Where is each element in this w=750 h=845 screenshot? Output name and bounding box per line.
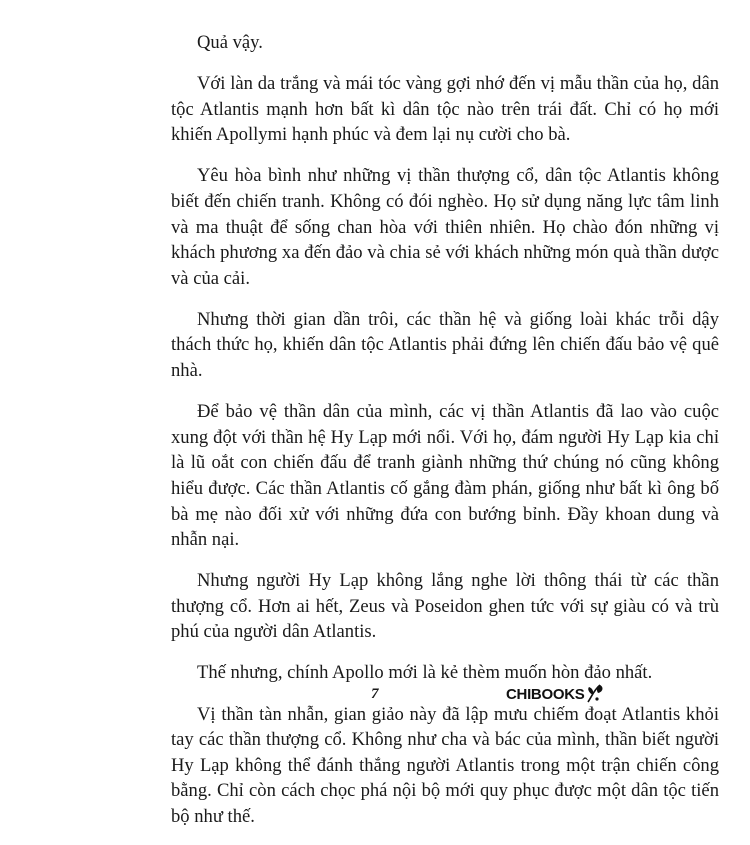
chibooks-leaf-icon bbox=[584, 682, 606, 706]
paragraph: Yêu hòa bình như những vị thần thượng cổ, dân tộc Atlantis không biết đến chiến tranh. Không có đói nghèo. Họ sử dụng năng lực tâm linh và ma thuật để sống chan hòa với thiên nhiên. Họ chào đón những vị khách phương xa đến đảo và chia sẻ với khách những món quà thần dược và của cải. bbox=[171, 165, 719, 289]
publisher-logo bbox=[506, 682, 606, 706]
paragraph: Thế nhưng, chính Apollo mới là kẻ thèm muốn hòn đảo nhất. bbox=[197, 662, 653, 684]
paragraph: Quả vậy. bbox=[197, 32, 263, 53]
paragraph: Nhưng người Hy Lạp không lắng nghe lời thông thái từ các thần thượng cổ. Hơn ai hết, Zeus và Poseidon ghen tức với sự giàu có và trù phú của người dân Atlantis. bbox=[171, 570, 719, 643]
paragraph: Để bảo vệ thần dân của mình, các vị thần Atlantis đã lao vào cuộc xung đột với thần hệ Hy Lạp mới nổi. Với họ, đám người Hy Lạp kia chỉ là lũ oắt con chiến đấu để tranh giành những thứ chúng nó cũng không hiểu được. Các thần Atlantis cố gắng đàm phán, giống như bất kì ông bố bà mẹ nào đối xử với những đứa con bướng bỉnh. Đầy khoan dung và nhẫn nại. bbox=[171, 401, 719, 551]
page-number: 7 bbox=[371, 686, 379, 702]
paragraph: Với làn da trắng và mái tóc vàng gợi nhớ đến vị mẫu thần của họ, dân tộc Atlantis mạnh hơn bất kì dân tộc nào trên trái đất. Chỉ có họ mới khiến Apollymi hạnh phúc và đem lại nụ cười cho bà. bbox=[171, 73, 719, 146]
paragraph: Vị thần tàn nhẫn, gian giảo này đã lập mưu chiếm đoạt Atlantis khỏi tay các thần thượng cổ. Không như cha và bác của mình, thần biết người Hy Lạp không thể đánh thắng người Atlantis trong một trận chiến công bằng. Chỉ còn cách chọc phá nội bộ mới quy phục được một dân tộc tiến bộ như thế. bbox=[171, 703, 719, 827]
paragraph: Nhưng thời gian dần trôi, các thần hệ và giống loài khác trỗi dậy thách thức họ, khiến dân tộc Atlantis phải đứng lên chiến đấu bảo vệ quê nhà. bbox=[171, 308, 719, 382]
body-text bbox=[171, 30, 719, 845]
publisher-logo-text: CHIBOOKS bbox=[506, 685, 585, 703]
